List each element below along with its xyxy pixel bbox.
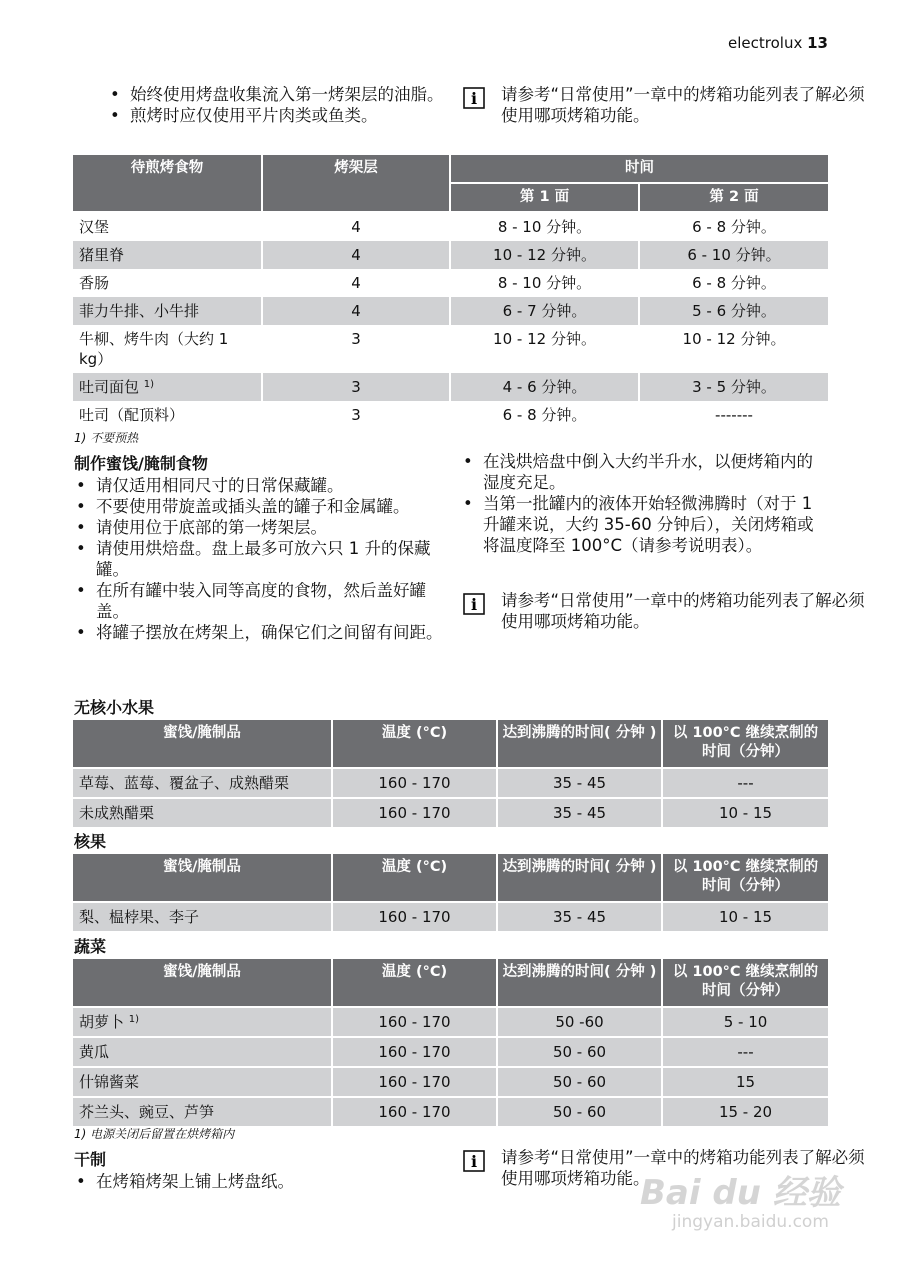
col-header-boil: 达到沸腾的时间( 分钟 ) — [498, 854, 663, 903]
col-header-item: 蜜饯/腌制品 — [73, 720, 333, 769]
col-header-item: 蜜饯/腌制品 — [73, 854, 333, 903]
item-cell: 草莓、蓝莓、覆盆子、成熟醋栗 — [73, 769, 333, 797]
col-header-cont: 以 100°C 继续烹制的时间（分钟） — [663, 959, 828, 1008]
section-heading: 核果 — [74, 832, 107, 851]
temp-cell: 160 - 170 — [333, 1036, 498, 1066]
section-heading: 干制 — [74, 1150, 107, 1169]
boil-cell: 50 - 60 — [498, 1096, 663, 1126]
table-row — [73, 269, 828, 297]
food-name: 吐司面包 — [79, 378, 140, 396]
table-row — [73, 213, 828, 241]
col-header-food: 待煎烤食物 — [73, 155, 263, 213]
boil-cell: 35 - 45 — [498, 769, 663, 797]
col-header-side2: 第 2 面 — [640, 184, 828, 213]
boil-cell: 35 - 45 — [498, 903, 663, 931]
temp-cell: 160 - 170 — [333, 903, 498, 931]
info-icon — [463, 1150, 485, 1172]
drying-bullet-list — [74, 1171, 444, 1192]
table-row — [73, 1008, 828, 1036]
food-cell — [73, 373, 263, 401]
side1-cell: 6 - 7 分钟。 — [451, 297, 640, 325]
note-text: 请参考“日常使用”一章中的烤箱功能列表了解必须使用哪项烤箱功能。 — [501, 1148, 865, 1188]
info-note — [463, 84, 866, 126]
list-item: • 不要使用带旋盖或插头盖的罐子和金属罐。 — [74, 496, 444, 517]
cont-cell: 15 — [663, 1066, 828, 1096]
list-item: • 在浅烘焙盘中倒入大约半升水，以便烤箱内的湿度充足。 — [461, 451, 829, 493]
table-footnote: 1) 电源关闭后留置在烘烤箱内 — [74, 1127, 235, 1141]
baidu-watermark-url: jingyan.baidu.com — [672, 1212, 829, 1232]
section-heading: 无核小水果 — [74, 698, 155, 717]
info-icon — [463, 593, 485, 615]
info-icon — [463, 87, 485, 109]
level-cell: 4 — [263, 269, 451, 297]
stone-fruit-table — [73, 854, 828, 931]
side2-cell: 6 - 8 分钟。 — [692, 274, 776, 292]
level-cell: 4 — [263, 241, 451, 269]
item-name: 胡萝卜 — [79, 1013, 125, 1031]
food-cell: 香肠 — [73, 269, 263, 297]
table-row — [73, 1066, 828, 1096]
boil-cell: 50 - 60 — [498, 1036, 663, 1066]
list-item: • 当第一批罐内的液体开始轻微沸腾时（对于 1 升罐来说，大约 35-60 分钟后），关闭烤箱或将温度降至 100°C（请参考说明表）。 — [461, 493, 829, 556]
boil-cell: 35 - 45 — [498, 797, 663, 827]
boil-cell: 50 -60 — [498, 1008, 663, 1036]
temp-cell: 160 - 170 — [333, 1096, 498, 1126]
level-cell: 4 — [263, 213, 451, 241]
side1-cell: 6 - 8 分钟。 — [451, 401, 640, 429]
col-header-boil: 达到沸腾的时间( 分钟 ) — [498, 959, 663, 1008]
col-header-boil: 达到沸腾的时间( 分钟 ) — [498, 720, 663, 769]
page-header — [728, 34, 828, 52]
food-cell: 吐司（配顶料） — [73, 401, 263, 429]
list-item: • 请仅适用相同尺寸的日常保藏罐。 — [74, 475, 444, 496]
food-cell: 猪里脊 — [73, 241, 263, 269]
table-row — [73, 903, 828, 931]
svg-text:i: i — [470, 1152, 478, 1171]
list-item: • 将罐子摆放在烤架上，确保它们之间留有间距。 — [74, 622, 444, 643]
level-cell: 3 — [263, 373, 451, 401]
preserve-bullet-list — [74, 475, 444, 643]
grill-table — [73, 155, 828, 429]
food-cell: 牛柳、烤牛肉（大约 1 kg） — [73, 325, 263, 373]
table-row — [73, 769, 828, 797]
footnote-ref: 1) — [143, 379, 155, 390]
preserve-right-bullets — [461, 451, 829, 556]
col-header-cont: 以 100°C 继续烹制的时间（分钟） — [663, 854, 828, 903]
side2-cell: 6 - 8 分钟。 — [692, 218, 776, 236]
side1-cell: 4 - 6 分钟。 — [451, 373, 640, 401]
cont-cell: --- — [663, 769, 828, 797]
top-bullet-list — [108, 84, 448, 126]
item-cell: 未成熟醋栗 — [73, 797, 333, 827]
cont-cell: 15 - 20 — [663, 1096, 828, 1126]
cont-cell: --- — [663, 1036, 828, 1066]
table-row — [73, 297, 828, 325]
cont-cell: 10 - 15 — [663, 797, 828, 827]
svg-text:i: i — [470, 89, 478, 108]
table-row — [73, 797, 828, 827]
table-footnote: 1) 不要预热 — [74, 431, 139, 445]
item-cell: 芥兰头、豌豆、芦笋 — [73, 1096, 333, 1126]
col-header-temp: 温度 (°C) — [333, 959, 498, 1008]
temp-cell: 160 - 170 — [333, 797, 498, 827]
brand-name: electrolux — [728, 34, 803, 52]
table-row — [73, 401, 828, 429]
baidu-watermark-logo: Bai du 经验 — [640, 1173, 841, 1213]
side1-cell: 10 - 12 分钟。 — [451, 241, 640, 269]
section-heading: 蔬菜 — [74, 937, 107, 956]
note-text: 请参考“日常使用”一章中的烤箱功能列表了解必须使用哪项烤箱功能。 — [501, 591, 865, 631]
vegetable-table — [73, 959, 828, 1126]
item-cell: 梨、榅桲果、李子 — [73, 903, 333, 931]
footnote-ref: 1) — [128, 1014, 140, 1025]
col-header-cont: 以 100°C 继续烹制的时间（分钟） — [663, 720, 828, 769]
side2-cell: 10 - 12 分钟。 — [682, 330, 786, 348]
item-cell — [73, 1008, 333, 1036]
level-cell: 3 — [263, 325, 451, 373]
item-cell: 黄瓜 — [73, 1036, 333, 1066]
table-row — [73, 373, 828, 401]
food-cell: 汉堡 — [73, 213, 263, 241]
col-header-temp: 温度 (°C) — [333, 854, 498, 903]
list-item: • 煎烤时应仅使用平片肉类或鱼类。 — [108, 105, 448, 126]
note-text: 请参考“日常使用”一章中的烤箱功能列表了解必须使用哪项烤箱功能。 — [501, 85, 865, 125]
temp-cell: 160 - 170 — [333, 769, 498, 797]
level-cell: 3 — [263, 401, 451, 429]
temp-cell: 160 - 170 — [333, 1066, 498, 1096]
list-item: • 请使用位于底部的第一烤架层。 — [74, 517, 444, 538]
cont-cell: 10 - 15 — [663, 903, 828, 931]
svg-text:i: i — [470, 595, 478, 614]
side2-cell: ------- — [715, 406, 753, 424]
table-row — [73, 325, 828, 373]
list-item: • 在所有罐中装入同等高度的食物，然后盖好罐盖。 — [74, 580, 444, 622]
list-item: • 请使用烘焙盘。盘上最多可放六只 1 升的保藏罐。 — [74, 538, 444, 580]
col-header-temp: 温度 (°C) — [333, 720, 498, 769]
side1-cell: 8 - 10 分钟。 — [451, 269, 640, 297]
temp-cell: 160 - 170 — [333, 1008, 498, 1036]
table-row — [73, 1036, 828, 1066]
item-cell: 什锦酱菜 — [73, 1066, 333, 1096]
berries-table — [73, 720, 828, 827]
section-heading: 制作蜜饯/腌制食物 — [74, 454, 208, 473]
cont-cell: 5 - 10 — [663, 1008, 828, 1036]
side1-cell: 8 - 10 分钟。 — [451, 213, 640, 241]
info-note — [463, 590, 866, 632]
list-item: • 在烤箱烤架上铺上烤盘纸。 — [74, 1171, 444, 1192]
table-row — [73, 1096, 828, 1126]
side1-cell: 10 - 12 分钟。 — [451, 325, 640, 373]
list-item: • 始终使用烤盘收集流入第一烤架层的油脂。 — [108, 84, 448, 105]
col-header-level: 烤架层 — [263, 155, 451, 213]
side2-cell: 3 - 5 分钟。 — [640, 373, 828, 401]
page-number: 13 — [807, 34, 828, 52]
food-cell: 菲力牛排、小牛排 — [73, 297, 263, 325]
side2-cell: 6 - 10 分钟。 — [640, 241, 828, 269]
side2-cell: 5 - 6 分钟。 — [640, 297, 828, 325]
col-header-item: 蜜饯/腌制品 — [73, 959, 333, 1008]
table-row — [73, 241, 828, 269]
level-cell: 4 — [263, 297, 451, 325]
boil-cell: 50 - 60 — [498, 1066, 663, 1096]
col-header-side1: 第 1 面 — [451, 184, 640, 213]
col-header-time: 时间 — [451, 155, 828, 184]
